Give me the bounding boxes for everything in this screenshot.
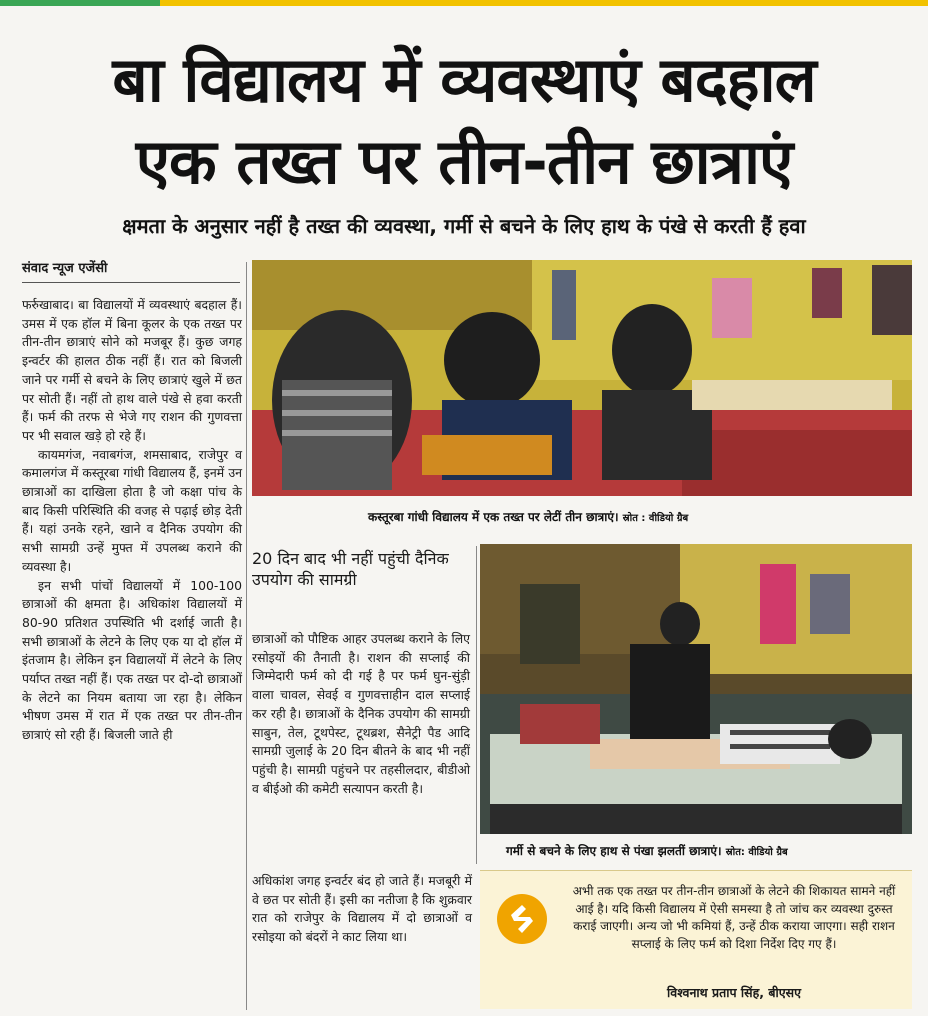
paragraph: फर्रुखाबाद। बा विद्यालयों में व्यवस्थाएं बदहाल हैं। उमस में एक हॉल में बिना कूलर के एक तख्त पर तीन-तीन छात्राएं सोने को मजबूर हैं। कुछ जगह इन्वर्टर की हालत ठीक नहीं हैं। रात को बिजली जाने पर गर्मी से बचने के लिए छात्राएं खुले में छत पर सोती हैं। नहीं तो हाथ वाले पंखे से हवा करती हैं। फर्म की तरफ से भेजे गए राशन की गुणवत्ता पर भी सवाल खड़े हो रहे हैं। — [22, 297, 242, 443]
quote-badge-icon — [496, 893, 548, 945]
photo-credit: स्रोत : वीडियो ग्रैब — [622, 513, 689, 524]
photo-credit: स्रोत: वीडियो ग्रैब — [725, 847, 788, 858]
headline-line-1: बा विद्यालय में व्यवस्थाएं बदहाल — [112, 43, 816, 116]
photo-students-on-bed — [252, 260, 912, 496]
quote-signature: विश्वनाथ प्रताप सिंह, बीएसए — [667, 985, 801, 1000]
photo1-caption — [368, 508, 688, 525]
article-column-1 — [22, 296, 242, 745]
photo2-caption — [506, 842, 788, 859]
column-divider — [246, 262, 247, 1010]
column-divider — [476, 546, 477, 864]
paragraph: अधिकांश जगह इन्वर्टर बंद हो जाते हैं। मजबूरी में वे छत पर सोती हैं। इसी का नतीजा है कि शुक्रवार रात को राजेपुर के विद्यालय में दो छात्राओं व रसोइया को बंदरों ने काट लिया था। — [252, 873, 472, 945]
paragraph: इन सभी पांचों विद्यालयों में 100-100 छात्राओं की क्षमता है। अधिकांश विद्यालयों में 80-90 प्रतिशत उपस्थिति भी दर्शाई जाती है। सभी छात्राओं के लेटने के लिए एक या दो हॉल में इंतजाम है। लेकिन इन विद्यालयों में लेटने के लिए पर्याप्त तख्त नहीं हैं। एक तख्त पर दो-दो छात्राओं के लेटने का नियम बताया जा रहा है। लेकिन भीषण उमस में रात में एक तख्त पर तीन-तीन छात्राएं सो रही हैं। बिजली जाते ही — [22, 577, 242, 743]
caption-text: कस्तूरबा गांधी विद्यालय में एक तख्त पर लेटीं तीन छात्राएं। — [368, 510, 619, 524]
paragraph: छात्राओं को पौष्टिक आहर उपलब्ध कराने के लिए रसोइयों की तैनाती है। राशन की सप्लाई की जिम्मेदारी फर्म को दी गई है पर फर्म घुन-सुंड़ी वाला चावल, सेवई व गुणवत्ताहीन दाल सप्लाई कर रही है। छात्राओं के दैनिक उपयोग की सामग्री साबुन, तेल, टूथपेस्ट, टूथब्रश, सैनेट्री पैड आदि सामग्री जुलाई के 20 दिन बीतने के बाद भी नहीं पहुंची है। सामग्री पहुंचने पर तहसीलदार, बीडीओ व बीईओ की कमेटी सत्यापन करती है। — [252, 631, 470, 796]
subheading: क्षमता के अनुसार नहीं है तख्त की व्यवस्था, गर्मी से बचने के लिए हाथ के पंखे से करती हैं हवा — [122, 214, 806, 238]
official-quote-box — [480, 870, 912, 1009]
article-column-2 — [252, 630, 470, 798]
headline-line-2: एक तख्त पर तीन-तीन छात्राएं — [135, 125, 793, 198]
section-subhead: 20 दिन बाद भी नहीं पहुंची दैनिक उपयोग की सामग्री — [252, 549, 449, 589]
paragraph: कायमगंज, नवाबगंज, शमसाबाद, राजेपुर व कमालगंज में कस्तूरबा गांधी विद्यालय हैं, इनमें उन छात्राओं का दाखिला होता है जो कक्षा पांच के बाद किसी परिस्थिति की वजह से पढ़ाई छोड़ देती हैं। यहां उनके रहने, खाने व दैनिक उपयोग की सभी सामग्री उन्हें मुफ्त में उपलब्ध कराने की व्यवस्था है। — [22, 446, 242, 574]
photo-students-fanning — [480, 544, 912, 834]
article-column-2-continued — [252, 872, 472, 947]
top-color-bar — [0, 0, 928, 6]
quote-text: अभी तक एक तख्त पर तीन-तीन छात्राओं के लेटने की शिकायत सामने नहीं आई है। यदि किसी विद्यालय में ऐसी समस्या है तो जांच कर व्यवस्था दुरुस्त कराई जाएगी। अन्य जो भी कमियां हैं, उन्हें ठीक कराया जाएगा। सही राशन सप्लाई के लिए फर्म को दिशा निर्देश दिए गए हैं। — [572, 884, 896, 951]
caption-text: गर्मी से बचने के लिए हाथ से पंखा झलतीं छात्राएं। — [506, 844, 722, 858]
byline-divider — [22, 282, 240, 283]
byline: संवाद न्यूज एजेंसी — [22, 261, 108, 276]
